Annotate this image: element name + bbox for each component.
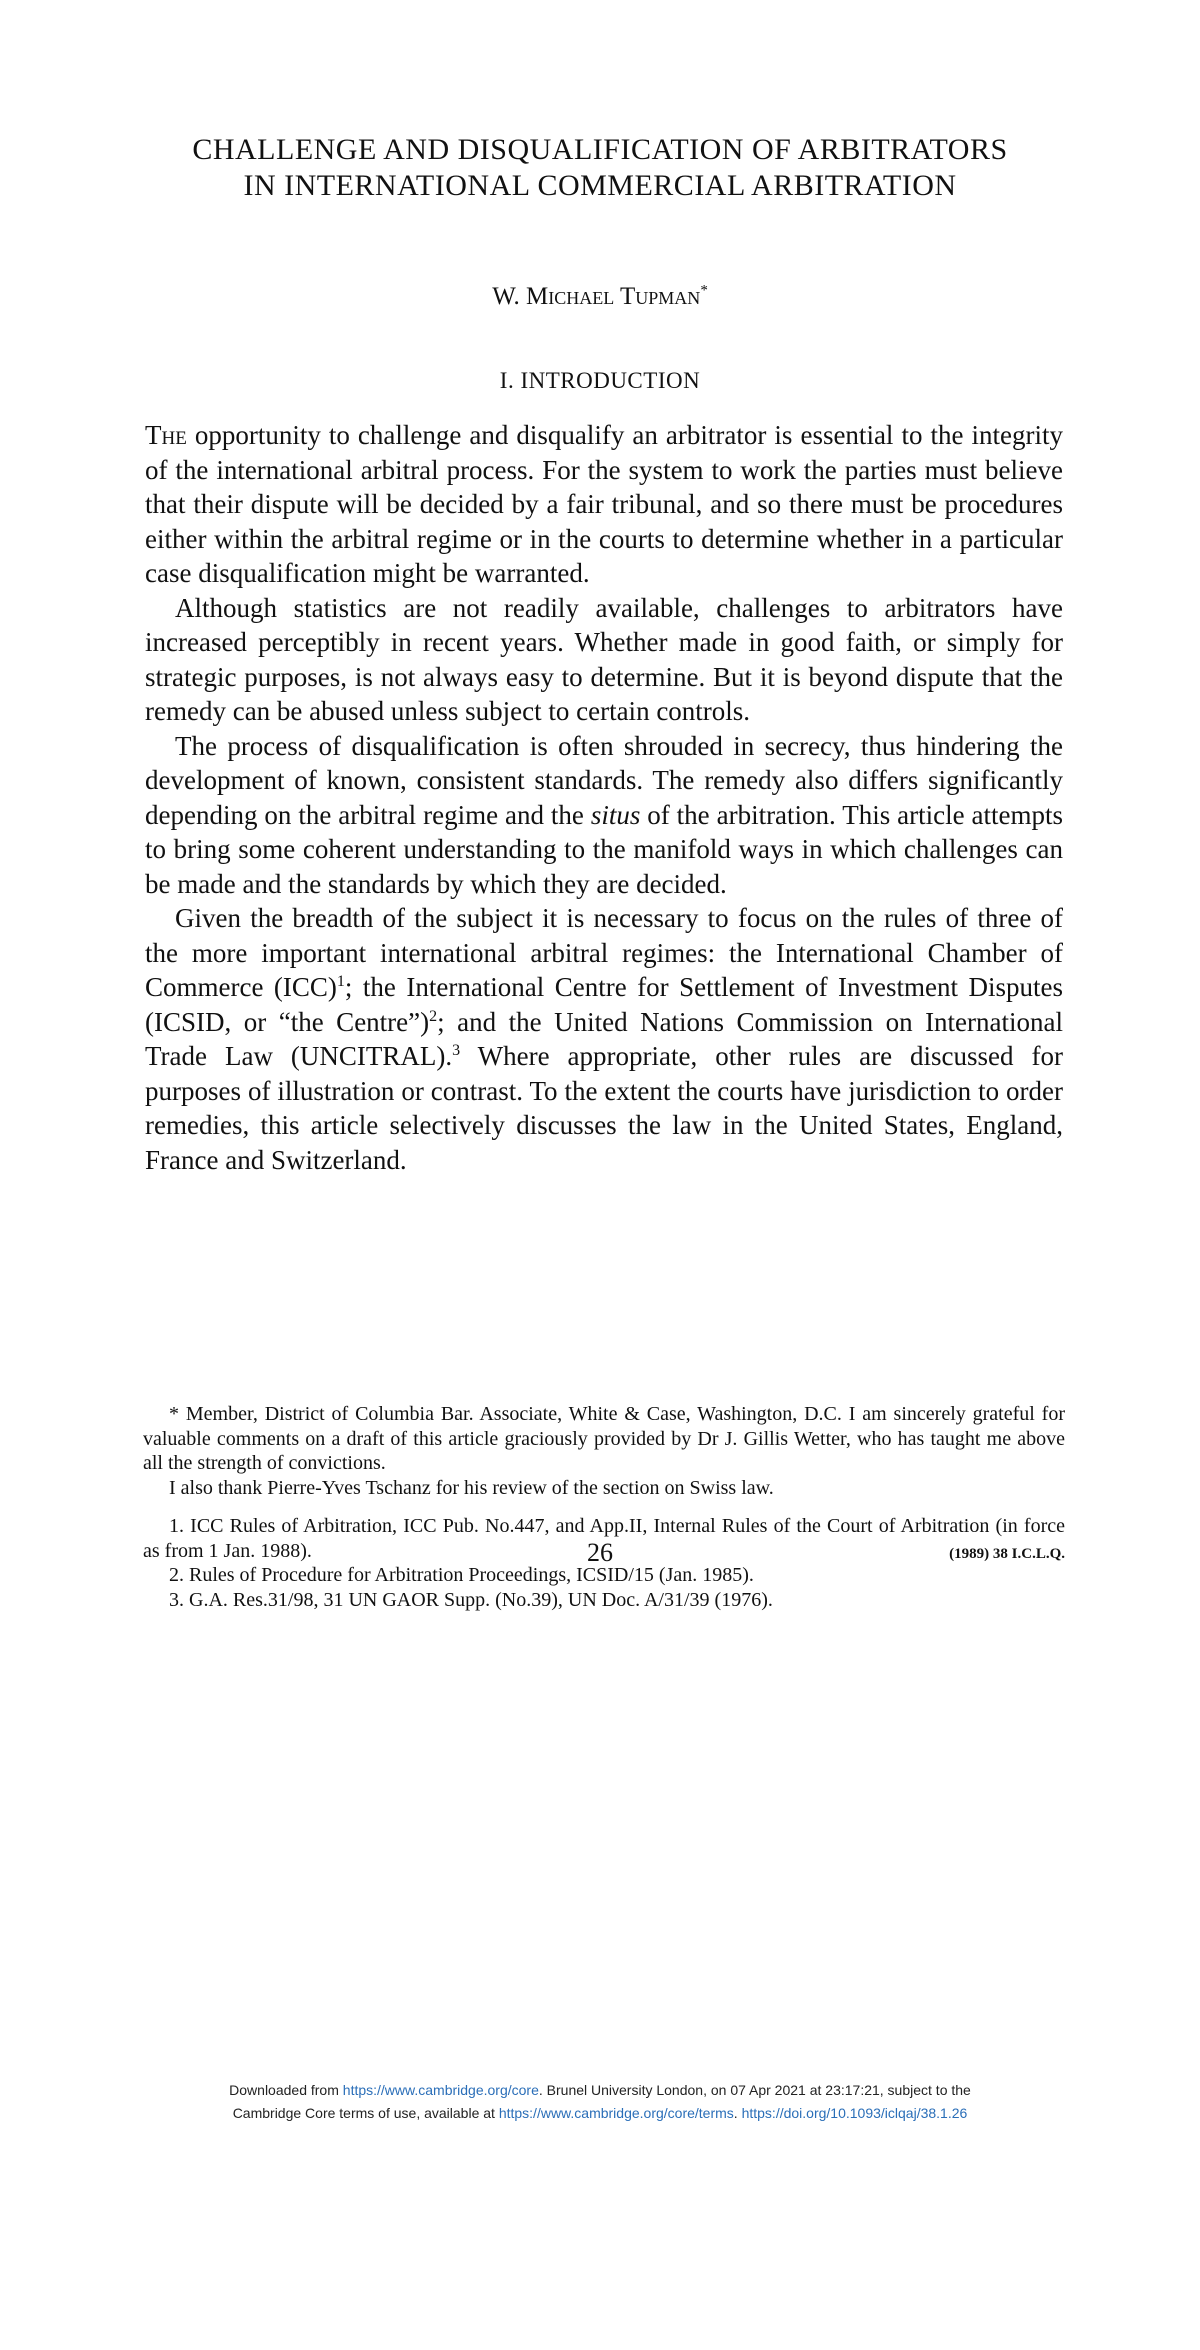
doi-link[interactable]: https://doi.org/10.1093/iclqaj/38.1.26 [741, 2105, 968, 2121]
footnote-author: * Member, District of Columbia Bar. Associate, White & Case, Washington, D.C. I am sincerely grateful for valuable comments on a draft of this article graciously provided by Dr J. Gillis Wetter, who has taught me above all the strength of convictions. [143, 1403, 1065, 1474]
paragraph-4-text-d: Where appropriate, other rules are discussed for purposes of illustration or contrast. To the extent the courts have jurisdiction to order remedies, this article selectively discusses the law in the United States, England, France and Switzerland. [145, 1041, 1063, 1175]
download-text-3: Cambridge Core terms of use, available at [232, 2105, 499, 2121]
article-body [145, 418, 1063, 1177]
download-text-1: Downloaded from [229, 2082, 343, 2098]
paragraph-2: Although statistics are not readily available, challenges to arbitrators have increased perceptibly in recent years. Whether made in good faith, or simply for strategic purposes, is not always easy to determine. But it is beyond dispute that the remedy can be abused unless subject to certain controls. [145, 592, 1063, 726]
download-notice [100, 2079, 1100, 2125]
footnote-3: 3. G.A. Res.31/98, 31 UN GAOR Supp. (No.39), UN Doc. A/31/39 (1976). [169, 1588, 773, 1611]
paragraph-3-text-a: The process of disqualification is often shrouded in secrecy, thus hindering the development of known, consistent standards. The remedy also differs significantly depending on the arbitral regime and the [145, 730, 1063, 830]
download-text-4: . [733, 2105, 742, 2121]
footnotes [143, 1402, 1065, 1612]
journal-reference: (1989) 38 I.C.L.Q. [949, 1546, 1065, 1562]
paragraph-3 [145, 729, 1063, 902]
section-heading-introduction: I. INTRODUCTION [499, 368, 701, 393]
paragraph-4 [145, 901, 1063, 1177]
footnote-author-continued: I also thank Pierre-Yves Tschanz for his review of the section on Swiss law. [169, 1476, 774, 1499]
author-byline [120, 282, 1080, 312]
download-text-2: . Brunel University London, on 07 Apr 2021 at 23:17:21, subject to the [538, 2082, 971, 2098]
cambridge-core-link[interactable]: https://www.cambridge.org/core [342, 2082, 539, 2098]
page-number: 26 [587, 1538, 613, 1567]
author-footnote-marker: * [700, 282, 708, 299]
author-initial: W. [492, 283, 526, 310]
footnote-ref-3: 3 [452, 1042, 461, 1059]
footnote-2: 2. Rules of Procedure for Arbitration Proceedings, ICSID/15 (Jan. 1985). [169, 1564, 754, 1586]
paragraph-4-text-c: ; and the United Nations Commission on International Trade Law (UNCITRAL). [145, 1006, 1064, 1071]
article-title-line-1: CHALLENGE AND DISQUALIFICATION OF ARBITRATORS [192, 133, 1008, 166]
paragraph-1-lead: The [145, 420, 187, 450]
footnote-1: 1. ICC Rules of Arbitration, ICC Pub. No.447, and App.II, Internal Rules of the Court of Arbitration (in force as from 1 Jan. 1988). [143, 1515, 1065, 1562]
article-title-line-2: IN INTERNATIONAL COMMERCIAL ARBITRATION [243, 169, 957, 202]
paragraph-1-text: opportunity to challenge and disqualify an arbitrator is essential to the integrity of the international arbitral process. For the system to work the parties must believe that their dispute will be decided by a fair tribunal, and so there must be procedures either within the arbitral regime or in the courts to determine whether in a particular case disqualification might be warranted. [145, 420, 1063, 588]
author-name: Michael Tupman [526, 283, 701, 310]
footnote-ref-2: 2 [429, 1007, 438, 1025]
paragraph-4-text-a: Given the breadth of the subject it is necessary to focus on the rules of three of the more important international arbitral regimes: the International Chamber of Commerce (ICC) [145, 903, 1063, 1002]
article-title [120, 132, 1080, 204]
paragraph-3-italic-situs: situs [590, 799, 641, 830]
footnote-ref-1: 1 [336, 973, 345, 990]
paragraph-3-text-b: of the arbitration. This article attempts to bring some coherent understanding to the manifold ways in which challenges can be made and the standards by which they are decided. [145, 799, 1064, 899]
paragraph-1 [145, 418, 1063, 591]
cambridge-terms-link[interactable]: https://www.cambridge.org/core/terms [498, 2105, 734, 2121]
footnote-gap [143, 1500, 1065, 1514]
paragraph-4-text-b: ; the International Centre for Settlement of Investment Disputes (ICSID, or “the Centre”) [145, 972, 1063, 1037]
